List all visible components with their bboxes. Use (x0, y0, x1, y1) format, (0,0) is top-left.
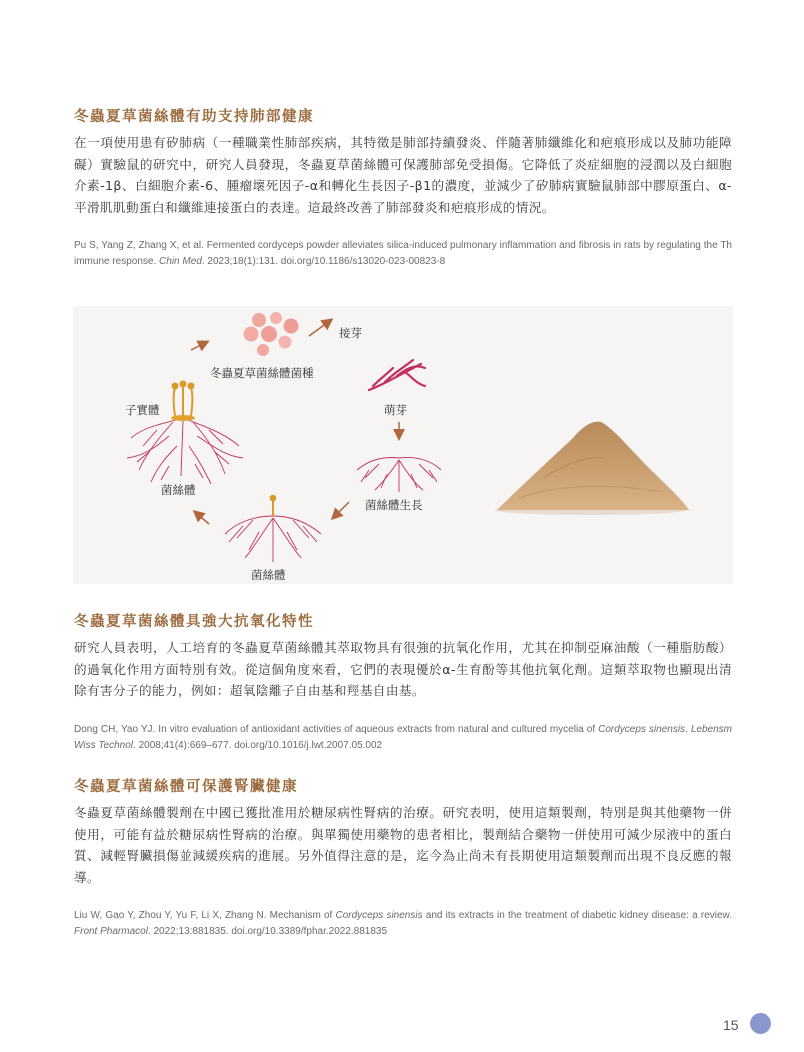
reference-citation: . 2023;18(1):131. doi.org/10.1186/s13020-023-00823-8 (201, 256, 446, 267)
fruiting-body-mycelium (127, 418, 243, 484)
section-lung-health (74, 106, 732, 270)
reference-citation: . 2008;41(4):669–677. doi.org/10.1016/j.lwt.2007.05.002 (133, 739, 383, 751)
section-body: 冬蟲夏草菌絲體製劑在中國已獲批准用於糖尿病性腎病的治療。研究表明，使用這類製劑，特別是與其他藥物一併使用，可能有益於糖尿病性腎病的治療。與單獨使用藥物的患者相比，製劑結合藥物一併使用可減少尿液中的蛋白質、減輕腎臟損傷並減緩疾病的進展。另外值得注意的是，迄今為止尚未有長期使用這類製劑而出現不良反應的報導。 (74, 805, 732, 885)
reference-text: Dong CH, Yao YJ. In vitro evaluation of antioxidant activities of aqueous extracts from natural and cultured mycelia of (74, 723, 599, 735)
reference-journal: Front Pharmacol (74, 926, 148, 937)
reference (74, 722, 732, 754)
label-strain: 冬蟲夏草菌絲體菌種 (210, 366, 314, 380)
reference-journal: Lebensm Wiss Technol (74, 723, 732, 751)
label-inoculation: 接芽 (339, 326, 362, 340)
reference-citation: . 2022;13:881835. doi.org/10.3389/fphar.2022.881835 (147, 926, 388, 937)
label-mycelium-growth: 菌絲體生長 (365, 498, 423, 512)
page-number: 15 (723, 1017, 739, 1033)
reference-separator: and its extracts in the treatment of diabetic kidney disease: a review. (422, 910, 732, 921)
section-antioxidant (74, 611, 732, 754)
section-heading: 冬蟲夏草菌絲體有助支持肺部健康 (74, 109, 314, 125)
label-mycelium-left: 菌絲體 (161, 483, 196, 497)
section-kidney-health (74, 776, 732, 940)
reference-text: Liu W, Gao Y, Zhou Y, Yu F, Li X, Zhang N. Mechanism of (74, 910, 336, 921)
section-body: 研究人員表明，人工培育的冬蟲夏草菌絲體其萃取物具有很強的抗氧化作用，尤其在抑制亞麻油酸（一種脂肪酸）的過氧化作用方面特別有效。從這個角度來看，它們的表現優於α-生育酚等其他抗氧化劑。這類萃取物也顯現出清除有害分子的能力，例如：超氧陰離子自由基和羥基自由基。 (74, 640, 732, 698)
reference-journal: Chin Med (159, 256, 202, 267)
fruiting-body-stalks (171, 382, 195, 422)
spore-cluster (244, 312, 299, 356)
section-body: 在一項使用患有矽肺病（一種職業性肺部疾病，其特徵是肺部持續發炎、伴隨著肺纖維化和疤痕形成以及肺功能障礙）實驗鼠的研究中，研究人員發現，冬蟲夏草菌絲體可保護肺部免受損傷。它降低了炎症細胞的浸潤以及白細胞介素-1β、白細胞介素-6、腫瘤壞死因子-α和轉化生長因子-β1的濃度，並減少了矽肺病實驗鼠肺部中膠原蛋白、α-平滑肌肌動蛋白和纖維連接蛋白的表達。這最終改善了肺部發炎和疤痕形成的情況。 (74, 135, 732, 215)
arrow-to-inoculation (309, 320, 331, 336)
label-mycelium-bottom: 菌絲體 (251, 568, 286, 582)
mycelium-bottom-stalk (271, 496, 276, 516)
section-heading: 冬蟲夏草菌絲體可保護腎臟健康 (74, 779, 298, 795)
reference (74, 238, 732, 270)
life-cycle-diagram (73, 306, 733, 584)
label-fruiting-body: 子實體 (125, 403, 160, 417)
section-heading: 冬蟲夏草菌絲體具強大抗氧化特性 (74, 614, 314, 630)
label-sprout: 萌芽 (384, 403, 407, 417)
arrow-to-mycelium-left (195, 512, 209, 524)
cordyceps-powder-pile (495, 422, 689, 515)
life-cycle-figure (73, 306, 733, 584)
reference-text: Pu S, Yang Z, Zhang X, et al. Fermented cordyceps powder alleviates silica-induced pulmonary inflammation and fibrosis in rats by regulating the Th immune response. (74, 240, 732, 267)
growing-mycelium (357, 458, 441, 493)
sprout-hyphae (369, 360, 425, 390)
arrow-to-mycelium (333, 502, 349, 518)
arrow-to-strain (191, 342, 207, 350)
reference-species: Cordyceps sinensis (598, 723, 686, 735)
reference (74, 908, 732, 940)
page-dot-decoration (750, 1013, 771, 1034)
reference-species: Cordyceps sinensis (335, 910, 423, 921)
mycelium-bottom (225, 516, 321, 562)
reference-separator: . (685, 723, 691, 735)
